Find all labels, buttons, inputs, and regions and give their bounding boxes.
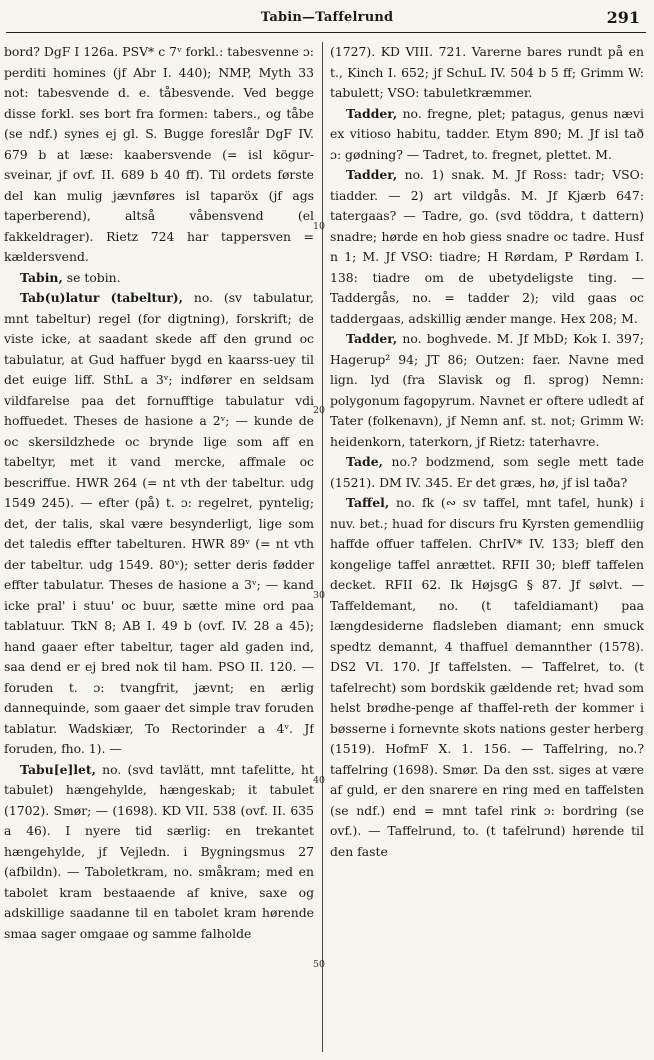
entry-paragraph	[330, 165, 644, 329]
entry-paragraph	[330, 104, 644, 166]
entry-paragraph	[4, 288, 314, 760]
left-column	[4, 42, 314, 1054]
entry-headword: Tab(u)latur (tabeltur),	[20, 290, 183, 305]
line-number-marker: 30	[312, 590, 326, 601]
entry-paragraph	[330, 452, 644, 493]
entry-headword: Tabu[e]let,	[20, 761, 96, 777]
right-column	[330, 42, 644, 1054]
entry-paragraph	[4, 760, 314, 945]
entry-text: no. (sv tabulatur, mnt tabeltur) regel (for digtning), forskrift; de viste icke, at saadant skede aff den grund oc tabulatur, at Gud haffuer bygd en kaarss-uey til det euige liff. SthL a 3ᵛ; indfører en seldsam vildfarelse paa det fornufftige tabulatur vdi hoffuedet. Theses de hasione a 2ᵛ; — kunde de oc skersildzhede oc brynde lige som aff en tabeltyr, met it vand mercke, affmale oc bescriffue. HWR 264 (= nt vth der tabeltur. udg 1549 245). — efter (på) t. ɔ: regelret, pyntelig; det, der talis, skal være besynderligt, lige som det taledis effter tabelturen. HWR 89ᵛ (= nt vth der tabeltur. udg 1549. 80ᵛ); setter deris fødder effter tabulatur. Theses de hasione a 3ᵛ; — kand icke pral' i stuu' oc buur, sætte mine ord paa tablatuur. TkN 8; AB I. 49 b (ovf. IV. 28 a 45); hand gaaer efter tabeltur, tager ald gaden ind, saa dend er ej bred nok til ham. PSO II. 120. — foruden t. ɔ: tvangfrit, jævnt; en ærlig dannequinde, som gaaer det simple trav foruden tablatur. Wadskiær, To Rectorinder a 4ᵛ. Jf foruden, fho. 1). —	[4, 290, 314, 756]
entry-headword: Taffel,	[346, 495, 390, 510]
entry-text: (1727). KD VIII. 721. Varerne bares rundt på en t., Kinch I. 652; jf SchuL IV. 504 b 5 ff; Grimm W: tabulett; VSO: tabuletkræmmer.	[330, 44, 644, 100]
running-title: Tabin—Taffelrund	[260, 10, 394, 25]
entry-headword: Tadder,	[346, 167, 398, 182]
page-number: 291	[606, 8, 640, 27]
entry-headword: Tadder,	[346, 105, 398, 121]
entry-text: se tobin.	[62, 269, 121, 285]
line-number-marker: 40	[312, 775, 326, 786]
entry-paragraph	[330, 329, 644, 452]
entry-headword: Tade,	[346, 454, 383, 469]
entry-paragraph	[330, 493, 644, 862]
line-number-marker: 10	[312, 221, 326, 232]
header-rule	[6, 32, 646, 33]
entry-headword: Tabin,	[20, 269, 63, 285]
entry-text: no. fregne, plet; patagus, genus nævi ex vitioso habitu, tadder. Etym 890; M. Jf isl tað ɔ: gødning? — Tadret, to. fregnet, plettet. M.	[330, 105, 644, 162]
entry-text: no. boghvede. M. Jf MbD; Kok I. 397; Hagerup² 94; JT 86; Outzen: faer. Navne med lign. lyd (fra Slavisk og fl. sprog) Nemn: polygonum fagopyrum. Navnet er oftere udledt af Tater (folkenavn), jf Nemn anf. st. not; Grimm W: heidenkorn, taterkorn, jf Rietz: taterhavre.	[330, 331, 644, 449]
entry-text: bord? DgF I 126a. PSV* c 7ᵛ forkl.: tabesvenne ɔ: perditi homines (jf Abr I. 440); NMP, Myth 33 not: tabesvende d. e. tåbesvende. Ved begge disse forkl. ses bort fra formen: tabers., og tåbe (se ndf.) synes ej gl. S. Bugge foreslår DgF IV. 679 b at læse: kaabersvende (= isl kögur-sveinar, jf ovf. II. 689 b 40 ff). Til ordets første del kan mulig jævnføres isl taparöx (jf ags taperberend), altså våbensvend (el fakkeldrager). Rietz 724 har tappersven = kældersvend.	[4, 44, 314, 264]
line-number-marker: 20	[312, 405, 326, 416]
entry-paragraph	[4, 268, 314, 289]
entry-paragraph	[4, 42, 314, 268]
entry-text: no. fk (∾ sv taffel, mnt tafel, hunk) i nuv. bet.; huad for discurs fru Kyrsten gemendliig haffde offuer taffelen. ChrIV* IV. 133; bleff den kongelige taffel anrættet. RFII 30; bleff taffelen decket. RFII 62. Ik HøjsgG § 87. Jf sølvt. — Taffeldemant, no. (t tafeldiamant) paa længdesiderne fladsleben diamant; enn smuck spedtz demannt, 4 thaffuel demannther (1578). DS2 VI. 170. Jf taffelsten. — Taffelret, to. (t tafelrecht) som bordskik gældende ret; hvad som helst brødhe-penge af thaffel-reth der kommer i bøsserne i fornevnte skots nations gester herberg (1519). HofmF X. 1. 156. — Taffelring, no.? taffelring (1698). Smør. Da den sst. siges at være af guld, er den snarere en ring med en taffelsten (se ndf.) end = mnt tafel rink ɔ: bordring (se ovf.). — Taffelrund, to. (t tafelrund) hørende til den faste	[330, 495, 644, 859]
entry-headword: Tadder,	[346, 331, 398, 346]
column-divider	[322, 42, 323, 1052]
entry-text: no.? bodzmend, som segle mett tade (1521). DM IV. 345. Er det græs, hø, jf isl taða?	[330, 454, 644, 490]
page-header	[0, 0, 654, 34]
entry-paragraph	[330, 42, 644, 104]
entry-text: no. 1) snak. M. Jf Ross: tadr; VSO: tiadder. — 2) art vildgås. M. Jf Kjærb 647: tatergaas? — Tadre, go. (svd töddra, t dattern) snadre; hørde en hob giess snadre oc tadre. Husf n 1; M. Jf VSO: tiadre; H Rørdam, P Rørdam I. 138: tiadre om de ubetydeligste ting. — Taddergås, no. = tadder 2); vild gaas oc taddergaas, adskillig ænder mange. Hex 208; M.	[330, 167, 644, 326]
entry-text: no. (svd tavlätt, mnt tafelitte, ht tabulet) hængehylde, hængeskab; it tabulet (1702). Smør; — (1698). KD VII. 538 (ovf. II. 635 a 46). I nyere tid særlig: en trekantet hængehylde, jf Vejledn. i Bygningsmus 27 (afbildn). — Taboletkram, no. småkram; med en tabolet kram bestaaende af knive, saxe og adskillige saadanne til en tabolet kram hørende smaa sager omgaae og samme falholde	[4, 761, 314, 941]
line-number-marker: 50	[312, 959, 326, 970]
